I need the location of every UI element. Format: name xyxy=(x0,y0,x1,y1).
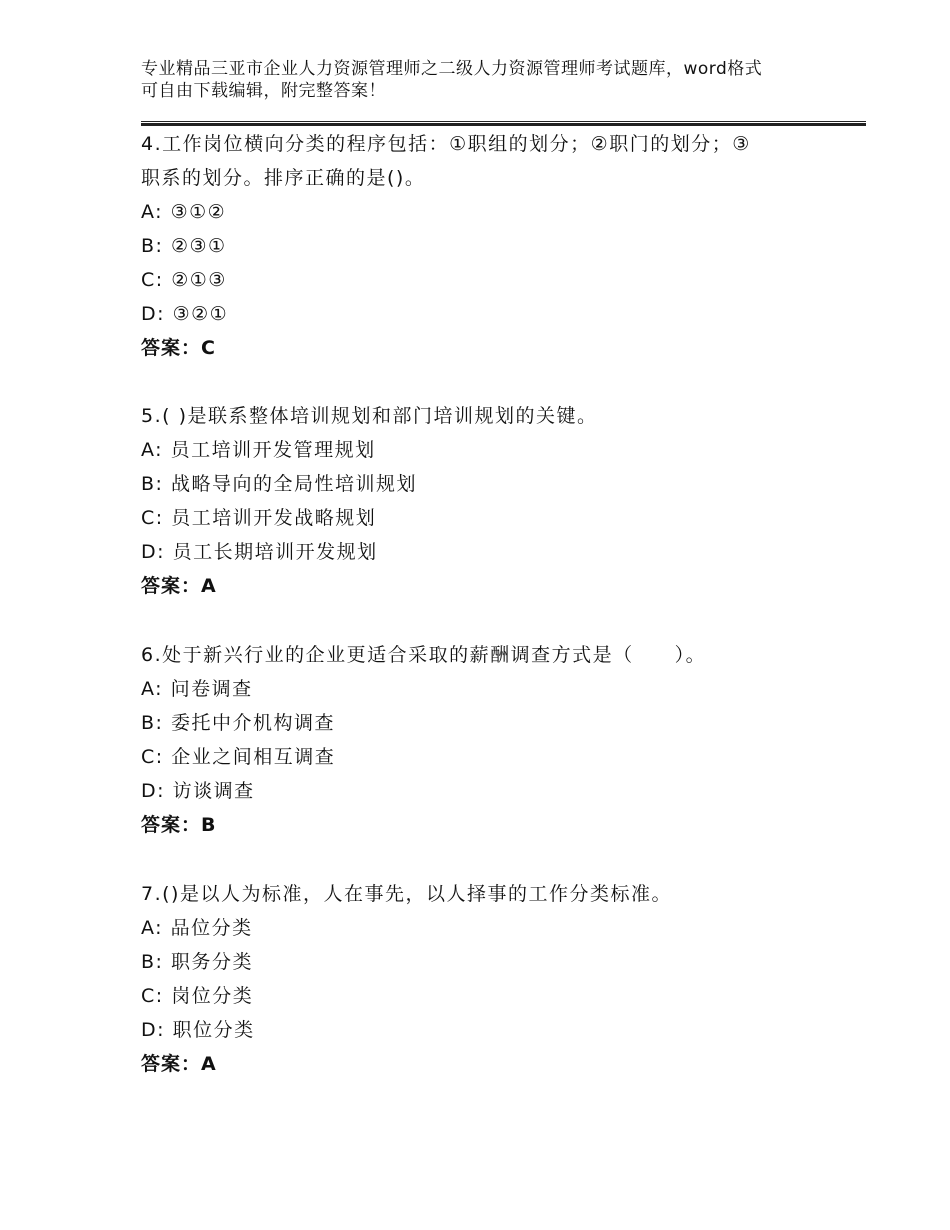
question-stem: 4.工作岗位横向分类的程序包括：①职组的划分；②职门的划分；③ xyxy=(141,133,751,155)
option-a: A: 员工培训开发管理规划 xyxy=(141,439,376,461)
question-stem: 7.()是以人为标准，人在事先，以人择事的工作分类标准。 xyxy=(141,883,672,905)
option-b: B: 战略导向的全局性培训规划 xyxy=(141,473,417,495)
question-6 xyxy=(141,638,831,842)
header-line-1: 专业精品三亚市企业人力资源管理师之二级人力资源管理师考试题库，word格式 xyxy=(141,59,763,79)
option-c: C: ②①③ xyxy=(141,269,227,291)
document-header xyxy=(141,58,841,102)
header-divider xyxy=(141,121,866,126)
option-d: D: 访谈调查 xyxy=(141,780,255,802)
option-c: C: 员工培训开发战略规划 xyxy=(141,507,377,529)
option-d: D: 员工长期培训开发规划 xyxy=(141,541,378,563)
option-d: D: ③②① xyxy=(141,303,229,325)
question-stem-continued: 职系的划分。排序正确的是()。 xyxy=(141,167,426,189)
option-a: A: ③①② xyxy=(141,201,227,223)
option-a: A: 问卷调查 xyxy=(141,678,253,700)
question-4 xyxy=(141,127,831,365)
answer-label: 答案：B xyxy=(141,814,217,836)
header-line-2: 可自由下载编辑，附完整答案！ xyxy=(141,81,386,101)
answer-label: 答案：A xyxy=(141,1053,217,1075)
question-5 xyxy=(141,399,831,603)
question-7 xyxy=(141,877,831,1081)
option-a: A: 品位分类 xyxy=(141,917,253,939)
question-stem: 6.处于新兴行业的企业更适合采取的薪酬调查方式是（ ）。 xyxy=(141,644,707,666)
option-d: D: 职位分类 xyxy=(141,1019,255,1041)
option-b: B: ②③① xyxy=(141,235,227,257)
option-b: B: 职务分类 xyxy=(141,951,253,973)
option-c: C: 岗位分类 xyxy=(141,985,254,1007)
option-c: C: 企业之间相互调查 xyxy=(141,746,336,768)
option-b: B: 委托中介机构调查 xyxy=(141,712,335,734)
question-stem: 5.( )是联系整体培训规划和部门培训规划的关键。 xyxy=(141,405,598,427)
answer-label: 答案：A xyxy=(141,575,217,597)
answer-label: 答案：C xyxy=(141,337,216,359)
